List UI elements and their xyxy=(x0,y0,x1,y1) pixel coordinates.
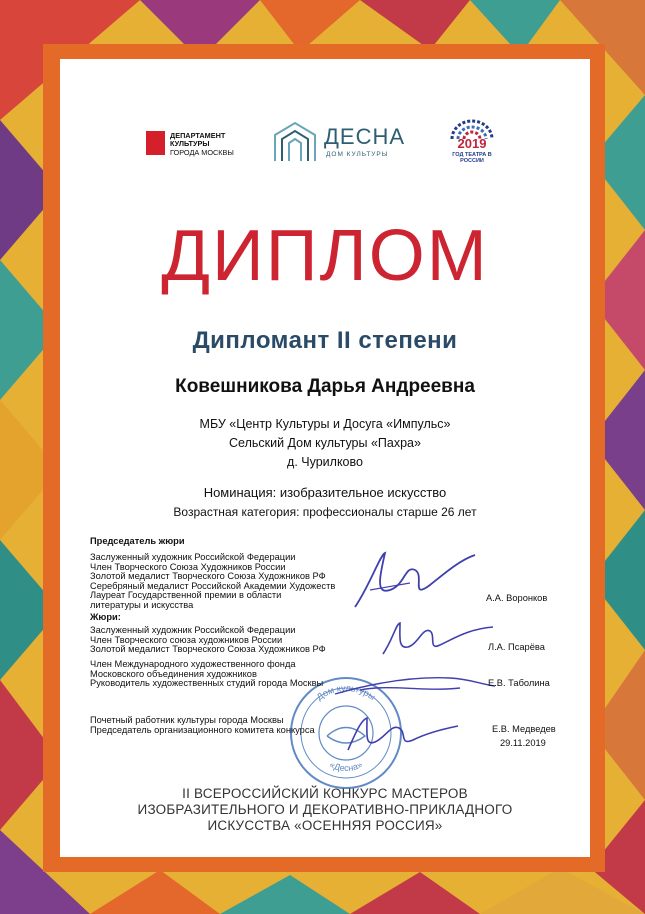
jury-member-1-titles xyxy=(90,626,326,655)
department-of-culture-logo xyxy=(146,131,256,157)
contest-title-line: II ВСЕРОССИЙСКИЙ КОНКУРС МАСТЕРОВ xyxy=(182,786,468,801)
signature-organizer xyxy=(343,714,463,754)
jury-title-line: Московского объединения художников xyxy=(90,668,257,679)
stamp-top-text: Дом культуры xyxy=(314,682,378,703)
recipient-name: Ковешникова Дарья Андреевна xyxy=(175,376,475,397)
jury-member-1-name: Л.А. Псарёва xyxy=(488,642,545,652)
organization-line: МБУ «Центр Культуры и Досуга «Импульс» xyxy=(199,417,451,431)
house-arch-icon xyxy=(272,121,318,163)
jury-chair-name: А.А. Воронков xyxy=(486,593,548,603)
signing-date: 29.11.2019 xyxy=(500,738,546,748)
organizer-title-line: Председатель организационного комитета конкурса xyxy=(90,724,315,735)
moscow-emblem-icon xyxy=(146,131,165,155)
signature-member-2 xyxy=(330,664,500,704)
diploma-sheet xyxy=(60,59,590,857)
department-logo-line: КУЛЬТУРЫ xyxy=(170,139,210,149)
signature-member-1 xyxy=(378,619,498,659)
theatre-year-caption: ГОД ТЕАТРА В РОССИИ xyxy=(452,152,492,164)
jury-title-line: Серебряный медалист Российской Академии Художеств xyxy=(90,580,336,591)
jury-title-line: Золотой медалист Творческого Союза Художников РФ xyxy=(90,644,326,655)
desna-logo-subtitle: ДОМ КУЛЬТУРЫ xyxy=(326,151,389,158)
jury-member-2-titles xyxy=(90,660,323,689)
jury-chair-label: Председатель жюри xyxy=(90,536,185,546)
jury-title-line: Член Творческого Союза Художников России xyxy=(90,561,286,572)
year-of-theatre-logo xyxy=(440,119,504,165)
organizer-name: Е.В. Медведев xyxy=(492,724,556,734)
jury-title-line: Руководитель художественных студий города Москвы xyxy=(90,678,324,689)
contest-title-line: ИЗОБРАЗИТЕЛЬНОГО И ДЕКОРАТИВНО-ПРИКЛАДНОГО xyxy=(137,802,513,817)
svg-text:«Десна» xyxy=(328,759,364,773)
jury-title-line: Заслуженный художник Российской Федерации xyxy=(90,552,296,562)
jury-title-line: Член Творческого союза художников России xyxy=(90,634,283,645)
nomination: Номинация: изобразительное искусство xyxy=(203,485,447,500)
jury-title-line: Член Международного художественного фонда xyxy=(90,659,296,669)
signature-chair xyxy=(350,545,480,615)
diploma-title: ДИПЛОМ xyxy=(161,216,489,296)
age-category: Возрастная категория: профессионалы старше 26 лет xyxy=(173,505,477,519)
department-logo-line: ДЕПАРТАМЕНТ xyxy=(170,131,226,140)
jury-chair-titles xyxy=(90,553,335,611)
award-degree: Дипломант II степени xyxy=(192,327,458,354)
department-logo-line: ГОРОДА МОСКВЫ xyxy=(170,147,234,157)
theatre-year: 2019 xyxy=(457,136,487,151)
desna-logo-name: ДЕСНА xyxy=(324,124,406,149)
stamp-bottom-text: «Десна» xyxy=(328,759,364,774)
jury-title-line: литературы и искусства xyxy=(90,599,194,610)
jury-title-line: Лауреат Государственной премии в области xyxy=(90,590,282,601)
organizer-title-line: Почетный работник культуры города Москвы xyxy=(90,715,284,725)
contest-title-line: ИСКУССТВА «ОСЕННЯЯ РОССИЯ» xyxy=(207,818,443,833)
jury-members-label: Жюри: xyxy=(90,612,121,622)
organization-line: Сельский Дом культуры «Пахра» xyxy=(229,436,421,450)
desna-logo xyxy=(272,121,404,163)
organizer-titles xyxy=(90,716,315,735)
recipient-organization xyxy=(60,415,590,472)
organization-line: д. Чурилково xyxy=(287,455,363,469)
jury-member-2-name: Е.В. Таболина xyxy=(488,678,550,688)
jury-title-line: Золотой медалист Творческого Союза Художников РФ xyxy=(90,571,326,582)
jury-title-line: Заслуженный художник Российской Федерации xyxy=(90,625,296,635)
contest-title xyxy=(60,786,590,834)
